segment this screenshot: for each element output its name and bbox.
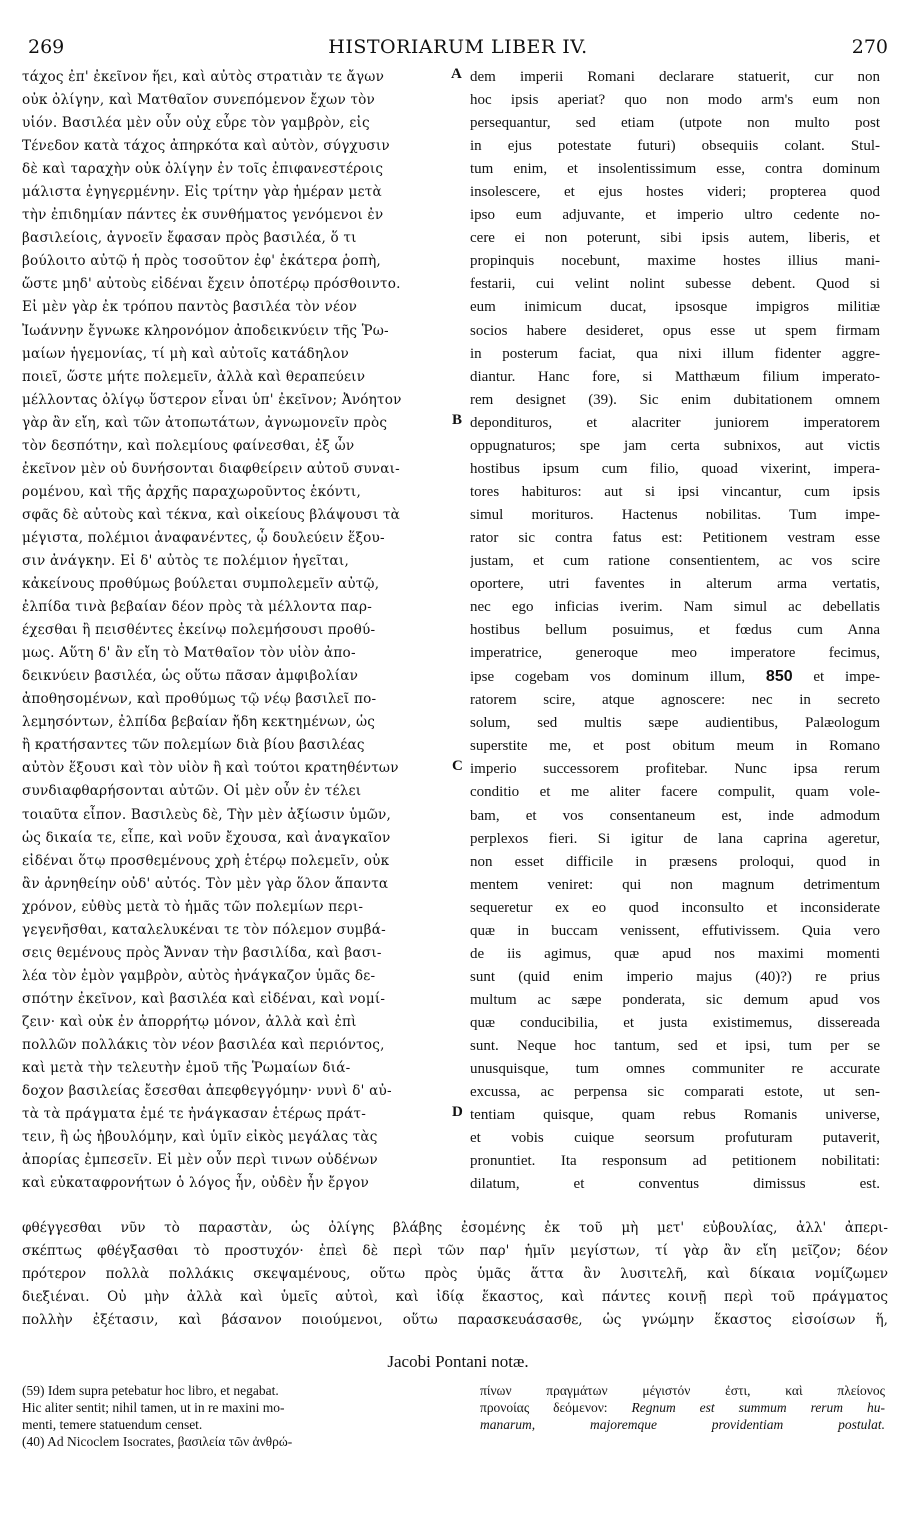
latin-text-line: ipso eum adjuvante, et imperio ultro cedente no- bbox=[470, 207, 880, 224]
greek-continuation bbox=[22, 1217, 888, 1332]
latin-text-line: pronuntiet. Ita responsum ad petitionem nobilitati: bbox=[470, 1153, 880, 1170]
greek-text-line: ὥστε μηδ' αὐτοὺς εἰδέναι ἔχειν ὁποτέρῳ πρόσθοιντο. bbox=[22, 276, 401, 293]
latin-text-line: ipse cogebam vos dominum illum, 850 et impe- bbox=[470, 668, 880, 686]
note-line: (59) Idem supra petebatur hoc libro, et negabat. bbox=[22, 1383, 279, 1398]
latin-text-line: bam, et vos consentaneum est, inde admodum bbox=[470, 807, 880, 824]
greek-text-line: τὴν ἐπιδημίαν πάντες ἐκ συνθήματος γενόμενοι ἐν bbox=[22, 207, 384, 224]
latin-text-line: propinquis nocebunt, maxime hostes illius mani- bbox=[470, 253, 880, 270]
latin-text-line: multum ac sæpe ponderata, sic demum apud vos bbox=[470, 991, 880, 1008]
page-header bbox=[28, 36, 888, 70]
greek-text-line: συνδιαφθαρήσονται αὐτῶν. Οἱ μὲν οὖν ἐν τέλει bbox=[22, 783, 362, 800]
note-line: manarum, majoremque providentiam postulat. bbox=[480, 1417, 885, 1432]
greek-text-line: Εἰ μὲν γὰρ ἐκ τρόπου παντὸς βασιλέα τὸν νέον bbox=[22, 299, 358, 316]
latin-text-line: sunt (quid enim imperio majus (40)?) re prius bbox=[470, 968, 880, 985]
greek-text-line: πολλὴν ἐξέτασιν, καὶ βάσανον ποιούμενοι, οὕτω παρασκευάσασθε, ὡς γνώμην ἕκαστος εἰσοίσων ἥ, bbox=[22, 1312, 888, 1328]
notes-right-column bbox=[480, 1382, 885, 1433]
greek-text-line: καὶ εὐκαταφρονήτων ὁ λόγος ἦν, οὐδὲν ἦν ἔργον bbox=[22, 1175, 369, 1192]
greek-text-line: χρόνον, εὐθὺς μετὰ τὸ ἡμᾶς τῶν πολεμίων περι- bbox=[22, 898, 364, 915]
greek-text-line: ἂν ἀρνηθείην οὐδ' αὐτός. Τὸν μὲν γὰρ ὅλον ἅπαντα bbox=[22, 875, 389, 892]
note-line: (40) Ad Nicoclem Isocrates, βασιλεία τῶν ἀνθρώ- bbox=[22, 1434, 293, 1449]
greek-text-line: αὐτὸν ἕξουσι καὶ τὸν υἱὸν ἢ καὶ τούτοι κρατηθέντων bbox=[22, 760, 399, 777]
margin-marker-a: A bbox=[451, 66, 462, 82]
greek-text-line: διεξιέναι. Οὐ μὴν ἀλλὰ καὶ ὑμεῖς αὐτοὶ, καὶ ἰδίᾳ ἕκαστος, καὶ πάντες κοινῇ περὶ τοῦ πράγματος bbox=[22, 1289, 888, 1305]
greek-text-line: εἰδέναι ὅτῳ προσθεμένους χρὴ ἑτέρῳ πολεμεῖν, οὐκ bbox=[22, 852, 390, 869]
latin-text-line: diantur. Hanc fore, si Matthæum filium imperato- bbox=[470, 368, 880, 385]
latin-text-line: festarii, cui velint nolint subesse debent. Quod si bbox=[470, 276, 880, 293]
greek-text-line: γεγενῆσθαι, καταλελυκέναι τε τὸν πόλεμον συμβά- bbox=[22, 921, 386, 938]
latin-text-line: cere ei non poterunt, sibi ipsis autem, liberis, et bbox=[470, 230, 880, 247]
latin-text-line: eum inimicum ducat, ipsosque impigros militiæ bbox=[470, 299, 880, 316]
note-line: menti, temere statuendum censet. bbox=[22, 1417, 203, 1432]
latin-text-line: et vobis cuique seorsum profuturam putaverit, bbox=[470, 1130, 880, 1147]
greek-text-line: ἢ κρατήσαντες τῶν πολεμίων διὰ βίου βασιλέας bbox=[22, 737, 365, 754]
greek-text-line: γὰρ ἂν εἴη, καὶ τῶν ἀτοπωτάτων, ἀγνωμονεῖν πρὸς bbox=[22, 414, 388, 431]
latin-text-line: oportere, utri faventes in alterum arma vertatis, bbox=[470, 576, 880, 593]
greek-text-line: πολλῶν πολλάκις τὸν νέον βασιλέα καὶ περιόντος, bbox=[22, 1036, 385, 1053]
greek-text-line: σκέπτως φθέγξασθαι τὸ προστυχόν· ἐπεὶ δὲ περὶ τῶν παρ' ἡμῖν μεγίστων, τί γὰρ ἂν εἴη μεῖζον; δέον bbox=[22, 1243, 888, 1259]
note-line: προνοίας δεόμενον: Regnum est summum rerum hu- bbox=[480, 1400, 885, 1415]
greek-text-line: σεις θεμένους πρὸς Ἄνναν τὴν βασιλίδα, καὶ βασι- bbox=[22, 944, 382, 961]
greek-text-line: υἱόν. Βασιλέα μὲν οὖν οὐχ εὗρε τὸν γαμβρὸν, εἰς bbox=[22, 115, 370, 132]
greek-text-line: φθέγγεσθαι νῦν τὸ παραστὰν, ὡς ὀλίγης βλάβης ἐσομένης ἐκ τοῦ μὴ μετ' εὐβουλίας, ἀλλ' ἀπερι- bbox=[22, 1220, 888, 1236]
latin-text-line: sequeretur ex eo quod inconsulto et inconsiderate bbox=[470, 899, 880, 916]
latin-text-line: rem designet (39). Sic enim dubitationem omnem bbox=[470, 391, 880, 408]
greek-text-line: κἀκείνους προθύμως βούλεται συμπολεμεῖν αὐτῷ, bbox=[22, 576, 380, 593]
note-line: Hic aliter sentit; nihil tamen, ut in re maxini mo- bbox=[22, 1400, 285, 1415]
greek-text-line: ἀποθησομένων, καὶ προθύμως τῷ νέῳ βασιλεῖ πο- bbox=[22, 691, 377, 708]
latin-text-line: persequantur, sed etiam (utpote non multo post bbox=[470, 115, 880, 132]
greek-text-line: σιν ἀνάγκην. Εἰ δ' αὐτὸς τε πολέμιον ἡγεῖται, bbox=[22, 552, 349, 569]
latin-text-line: quæ conducibilia, et justa existimemus, dissereada bbox=[470, 1014, 880, 1031]
notes-title: Jacobi Pontani notæ. bbox=[387, 1352, 529, 1371]
greek-text-line: καὶ μετὰ τὴν τελευτὴν ἐμοῦ τῆς Ῥωμαίων διά- bbox=[22, 1060, 351, 1077]
latin-text-line: insolescere, et ejus hostes videri; propterea quod bbox=[470, 184, 880, 201]
latin-text-line: quæ in buccam venissent, effutivissem. Quia vero bbox=[470, 922, 880, 939]
latin-text-line: imperio successorem profitebar. Nunc ipsa rerum bbox=[470, 761, 880, 778]
latin-text-line: in posterum faciat, qua nixi illum fidenter aggre- bbox=[470, 345, 880, 362]
latin-text-line: conditio et me aliter facere compulit, quam vole- bbox=[470, 784, 880, 801]
latin-text-line: justam, et cum ratione consentientem, ac vos scire bbox=[470, 552, 880, 569]
latin-column bbox=[470, 66, 880, 1196]
latin-text-line: excussa, ac perpensa sic comparati estote, ut sen- bbox=[470, 1084, 880, 1101]
greek-text-line: μέλλοντας ὀλίγῳ ὕστερον εἶναι ὑπ' ἐκεῖνον; Ἀνόητον bbox=[22, 391, 402, 408]
latin-text-line: imperatrice, generoque meo imperatore fecimus, bbox=[470, 645, 880, 662]
latin-text-line: dem imperii Romani declarare statuerit, cur non bbox=[470, 69, 880, 85]
greek-text-line: μαίων ἡγεμονίας, τί μὴ καὶ αὐτοῖς κατάδηλον bbox=[22, 345, 349, 362]
latin-text-line: tores habituros: aut si ipsi vincantur, cum ipsis bbox=[470, 483, 880, 500]
running-title: HISTORIARUM LIBER IV. bbox=[328, 36, 588, 58]
greek-text-line: τάχος ἐπ' ἐκεῖνον ἥει, καὶ αὐτὸς στρατιὰν τε ἄγων bbox=[22, 69, 385, 85]
margin-marker-d: D bbox=[452, 1104, 463, 1120]
greek-text-line: σπότην ἐκεῖνον, καὶ βασιλέα καὶ εἰδέναι, καὶ νομί- bbox=[22, 990, 386, 1007]
greek-text-line: σφᾶς δὲ αὐτοὺς καὶ τέκνα, καὶ οἰκείους βλάψουσι τὰ bbox=[22, 506, 401, 523]
greek-text-line: βούλοιτο αὐτῷ ἡ πρὸς τοσοῦτον ἐφ' ἑκάτερα ῥοπὴ, bbox=[22, 253, 381, 270]
latin-text-line: oppugnaturos; spe jam certa subnixos, aut victis bbox=[470, 437, 880, 454]
latin-text-line: in ejus potestate futuri) obsequiis colant. Stul- bbox=[470, 138, 880, 155]
greek-text-line: ποιεῖ, ὥστε μήτε πολεμεῖν, ἀλλὰ καὶ θεραπεύειν bbox=[22, 368, 366, 385]
greek-text-line: δοχον βασιλείας ἔσεσθαι ἀπεφθεγγόμην· νυνὶ δ' αὐ- bbox=[22, 1083, 392, 1100]
greek-text-line: μως. Αὕτη δ' ἂν εἴη τὸ Ματθαῖον τὸν υἱὸν ἀπο- bbox=[22, 645, 356, 662]
latin-text-line: de iis agimus, quæ apud nos maximi momenti bbox=[470, 945, 880, 962]
greek-text-line: οὐκ ὀλίγην, καὶ Ματθαῖον συνεπόμενον ἔχων τὸν bbox=[22, 92, 376, 109]
greek-text-line: ρομένου, καὶ τῆς ἀρχῆς παραχωροῦντος ἑκόντι, bbox=[22, 483, 361, 500]
greek-column bbox=[22, 66, 450, 1195]
note-line: πίνων πραγμάτων μέγιστόν ἐστι, καὶ πλείονος bbox=[480, 1383, 885, 1398]
greek-text-line: λεμησόντων, ἐλπίδα βεβαίαν ἤδη κεκτημένων, ὡς bbox=[22, 714, 376, 731]
greek-text-line: λέα τὸν ἐμὸν γαμβρὸν, αὐτὸς ἠνάγκαζον ὑμᾶς δε- bbox=[22, 967, 376, 984]
edition-page-reference: 850 bbox=[765, 668, 793, 686]
greek-text-line: μέγιστα, πολέμιοι ἀναφανέντες, ᾧ δουλεύειν ἕξου- bbox=[22, 529, 385, 546]
greek-text-line: ἐκεῖνον μὲν οὐ δυνήσονται διαφθείρειν αὐτοῦ συναι- bbox=[22, 460, 400, 477]
latin-text-line: depondituros, et alacriter juniorem imperatorem bbox=[470, 414, 880, 431]
greek-text-line: ζειν· καὶ οὐκ ἐν ἀπορρήτῳ μόνον, ἀλλὰ καὶ ἐπὶ bbox=[22, 1013, 357, 1030]
latin-text-line: nec ego inficias iverim. Nam simul ac debellatis bbox=[470, 599, 880, 616]
greek-text-line: μάλιστα ἐγηγερμένην. Εἰς τρίτην γὰρ ἡμέραν μετὰ bbox=[22, 184, 382, 201]
latin-text-line: dilatum, et conventus dimissus est. bbox=[470, 1176, 880, 1193]
latin-text-line: simul morituros. Hactenus nobilitas. Tum impe- bbox=[470, 506, 880, 523]
greek-text-line: ἐλπίδα τινὰ βεβαίαν δέον πρὸς τὰ μέλλοντα παρ- bbox=[22, 599, 373, 616]
latin-text-line: perplexos fieri. Si igitur de lana caprina ageretur, bbox=[470, 830, 880, 847]
greek-text-line: δὲ καὶ ταραχὴν οὐκ ὀλίγην ἐν τοῖς ἐπιφανεστέροις bbox=[22, 161, 384, 178]
latin-text-line: socios habere desideret, opus esse ut spem firmam bbox=[470, 322, 880, 339]
page-number-left: 269 bbox=[28, 36, 65, 58]
latin-text-line: ratorem scire, atque agnoscere: nec in secreto bbox=[470, 692, 880, 709]
greek-text-line: βασιλείοις, ἀγνοεῖν ἔφασαν πρὸς βασιλέα, ὅ τι bbox=[22, 230, 357, 247]
latin-text-line: rator sic contra fatus est: Petitionem vestram esse bbox=[470, 529, 880, 546]
greek-text-line: ὡς δικαία τε, εἶπε, καὶ νοῦν ἔχουσα, καὶ ἀναγκαῖον bbox=[22, 829, 391, 846]
latin-text-line: superstite me, et post obitum meum in Romano bbox=[470, 738, 880, 755]
greek-text-line: τειν, ἢ ὡς ἠβουλόμην, καὶ ὑμῖν εἰκὸς μεγάλας τὰς bbox=[22, 1129, 378, 1146]
latin-text-line: unusquisque, tum omnes communiter re accurate bbox=[470, 1061, 880, 1078]
latin-text-line: tentiam quisque, quam rebus Romanis universe, bbox=[470, 1107, 880, 1124]
margin-marker-b: B bbox=[452, 412, 463, 428]
latin-text-line: hoc ipsis aperiat? quo non modo arm's eum non bbox=[470, 92, 880, 109]
greek-text-line: δεικνύειν βασιλέα, ὡς οὕτω πᾶσαν ἀμφιβολίαν bbox=[22, 668, 359, 685]
margin-marker-c: C bbox=[452, 758, 463, 774]
latin-text-line: solum, sed multis sæpe audientibus, Palæologum bbox=[470, 715, 880, 732]
greek-text-line: ἀπορίας ἐμπεσεῖν. Εἰ μὲν οὖν περὶ τινων οὐδένων bbox=[22, 1152, 378, 1169]
latin-text-line: hostibus bellum posuimus, et fœdus cum Anna bbox=[470, 622, 880, 639]
latin-text-line: sunt. Neque hoc tantum, sed et ipsi, tum per se bbox=[470, 1037, 880, 1054]
greek-text-line: Ἰωάννην ἔγνωκε κληρονόμον ἀποδεικνύειν τῆς Ῥω- bbox=[22, 322, 389, 339]
notes-left-column bbox=[22, 1382, 454, 1450]
latin-text-line: tum enim, et insolentissimum esse, contra dominum bbox=[470, 161, 880, 178]
greek-text-line: τοιαῦτα εἶπον. Βασιλεὺς δὲ, Τὴν μὲν ἀξίωσιν ὑμῶν, bbox=[22, 806, 392, 823]
page-number-right: 270 bbox=[851, 36, 888, 58]
latin-text-line: hostibus ipsum cum filio, quoad vixerint, impera- bbox=[470, 460, 880, 477]
greek-text-line: πρότερον πολλὰ πολλάκις σκεψαμένους, οὕτω πρὸς ὑμᾶς ἅττα ἂν λυσιτελῆ, καὶ δίκαια νομίζωμεν bbox=[22, 1266, 888, 1282]
latin-text-line: mentem veniret: qui non magnum detrimentum bbox=[470, 876, 880, 893]
latin-text-line: non esset difficile in præsens proloqui, quod in bbox=[470, 853, 880, 870]
greek-text-line: Τένεδον κατὰ τάχος ἀπηρκότα καὶ αὐτὸν, σύγχυσιν bbox=[22, 138, 390, 155]
greek-text-line: έχεσθαι ἢ πεισθέντες ἐκείνῳ πολεμήσουσι προθύ- bbox=[22, 622, 376, 639]
greek-text-line: τὰ τὰ πράγματα ἐμέ τε ἠνάγκασαν ἑτέρως πράτ- bbox=[22, 1106, 367, 1123]
greek-text-line: τὸν δεσπότην, καὶ πολεμίους φαίνεσθαι, ἐξ ὧν bbox=[22, 437, 355, 454]
